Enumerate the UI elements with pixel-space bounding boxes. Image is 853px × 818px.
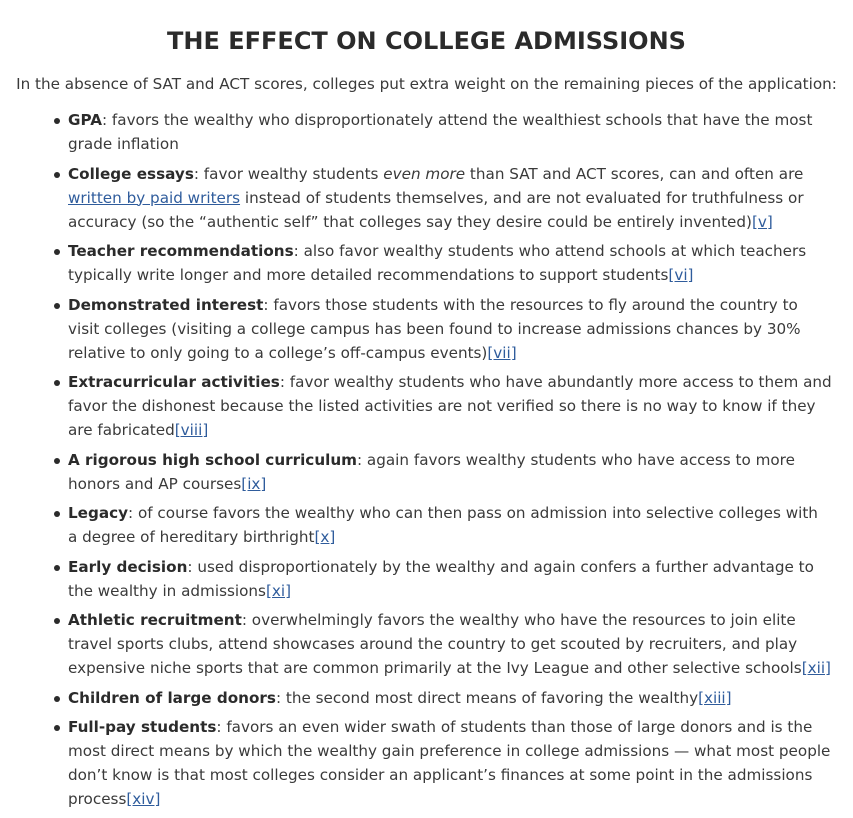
footnote-link-vi[interactable]: [vi] <box>668 266 694 284</box>
item-text: : also favor wealthy students who attend schools at which teachers typically write longer and more detailed recommendations to support students <box>68 242 807 284</box>
item-text: : favors the wealthy who disproportionately attend the wealthiest schools that have the most grade inflation <box>68 111 813 153</box>
list-item-large-donors <box>68 686 832 710</box>
list-item-teacher-recommendations <box>68 239 832 287</box>
paid-writers-link[interactable]: written by paid writers <box>68 188 241 207</box>
footnote-link-xiii[interactable]: [xiii] <box>698 688 732 707</box>
item-text: : overwhelmingly favors the wealthy who have the resources to join elite travel sports clubs, attend showcases around the country to get scouted by recruiters, and play expensive niche sports that are common primarily at the Ivy League and other selective schools <box>68 611 802 677</box>
list-item-gpa <box>68 108 832 156</box>
list-item-full-pay-students <box>68 715 832 811</box>
item-term: Demonstrated interest <box>68 295 264 314</box>
footnote-link-viii[interactable]: [viii] <box>174 421 209 439</box>
item-term: Teacher recommendations <box>68 242 294 260</box>
intro-paragraph: In the absence of SAT and ACT scores, colleges put extra weight on the remaining pieces of the application: <box>16 75 837 93</box>
item-text: : favor wealthy students <box>193 164 384 183</box>
item-text: : favors those students with the resources to fly around the country to visit colleges (visiting a college campus has been found to increase admissions chances by 30% relative to only going to a college’s off-campus events) <box>68 295 801 362</box>
factor-list <box>46 108 832 817</box>
item-term: Athletic recruitment <box>68 611 242 629</box>
footnote-link-v[interactable]: [v] <box>751 212 773 231</box>
item-term: Legacy <box>68 504 129 522</box>
item-term: A rigorous high school curriculum <box>68 450 357 469</box>
list-item-early-decision <box>68 555 832 603</box>
item-text: : favors an even wider swath of students than those of large donors and is the most direct means by which the wealthy gain preference in college admissions — what most people don’t know is that most colleges consider an applicant’s finances at some point in the admissions process <box>68 718 831 808</box>
list-item-college-essays <box>68 162 832 234</box>
item-term: College essays <box>68 164 194 183</box>
footnote-link-ix[interactable]: [ix] <box>241 474 267 493</box>
item-text: : used disproportionately by the wealthy and again confers a further advantage to the wealthy in admissions <box>68 557 814 600</box>
item-text: instead of students themselves, and are not evaluated for truthfulness or accuracy (so the “authentic self” that colleges say they desire could be entirely invented) <box>68 188 804 231</box>
item-text: than SAT and ACT scores, can and often are <box>465 164 804 183</box>
item-term: Full-pay students <box>68 718 217 736</box>
item-term: Early decision <box>68 557 188 576</box>
section-title: THE EFFECT ON COLLEGE ADMISSIONS <box>167 27 686 55</box>
item-emphasis: even more <box>383 164 466 183</box>
list-item-demonstrated-interest <box>68 293 832 365</box>
list-item-legacy <box>68 501 832 549</box>
item-text: : favor wealthy students who have abundantly more access to them and favor the dishonest because the listed activities are not verified so there is no way to know if they are fabricated <box>68 373 832 439</box>
footnote-link-xii[interactable]: [xii] <box>801 659 831 677</box>
item-term: Extracurricular activities <box>68 373 280 391</box>
item-term: GPA <box>68 111 102 129</box>
list-item-rigorous-curriculum <box>68 448 832 496</box>
footnote-link-x[interactable]: [x] <box>314 528 336 546</box>
item-text: : of course favors the wealthy who can then pass on admission into selective colleges with a degree of hereditary birthright <box>68 504 818 546</box>
list-item-extracurricular-activities <box>68 370 832 442</box>
item-text: : again favors wealthy students who have access to more honors and AP courses <box>68 450 795 493</box>
item-term: Children of large donors <box>68 688 276 707</box>
footnote-link-xiv[interactable]: [xiv] <box>126 790 161 808</box>
footnote-link-vii[interactable]: [vii] <box>487 343 517 362</box>
footnote-link-xi[interactable]: [xi] <box>265 581 292 600</box>
item-text: : the second most direct means of favoring the wealthy <box>275 688 699 707</box>
list-item-athletic-recruitment <box>68 608 832 680</box>
